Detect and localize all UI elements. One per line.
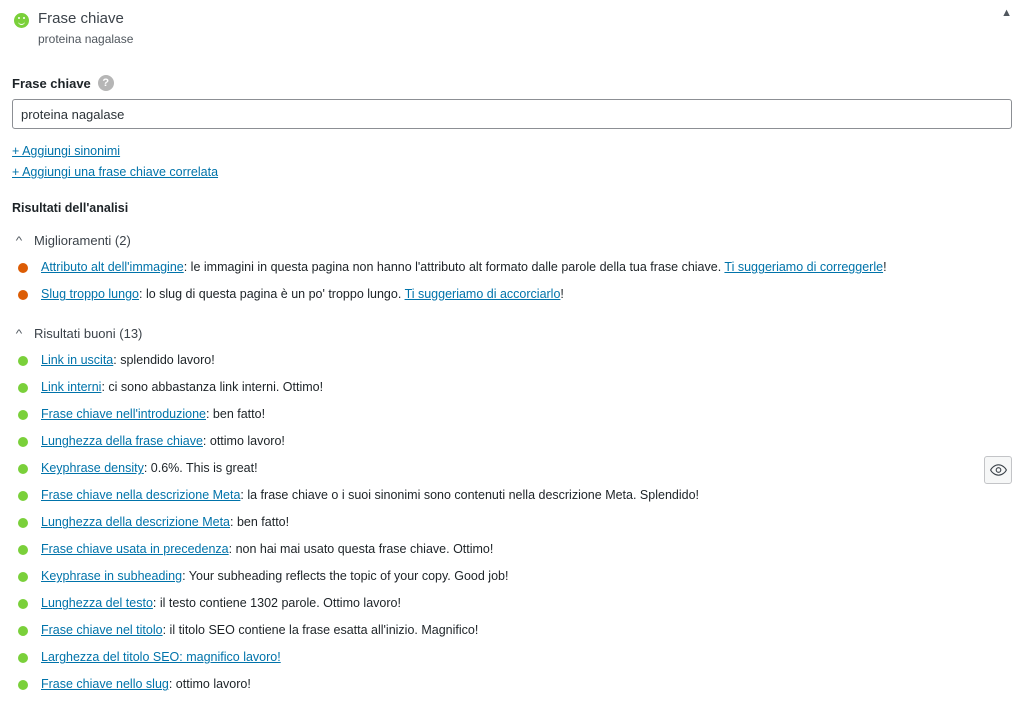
status-dot-green-icon — [18, 653, 28, 663]
result-tail: ! — [883, 260, 887, 275]
result-text — [41, 649, 281, 666]
result-body: : ottimo lavoro! — [168, 677, 251, 692]
result-link[interactable]: Frase chiave nello slug — [41, 677, 169, 692]
header-subtitle: proteina nagalase — [38, 32, 134, 46]
result-link[interactable]: Attributo alt dell'immagine — [41, 260, 184, 275]
result-body: : ben fatto! — [230, 515, 290, 530]
list-item — [12, 563, 1012, 590]
result-link[interactable]: Larghezza del titolo SEO: magnifico lavoro! — [41, 650, 281, 665]
improvements-list — [12, 254, 1012, 308]
status-dot-green-icon — [18, 437, 28, 447]
result-link[interactable]: Lunghezza della descrizione Meta — [41, 515, 231, 530]
result-link[interactable]: Link interni — [41, 380, 102, 395]
status-dot-green-icon — [18, 572, 28, 582]
status-dot-green-icon — [18, 680, 28, 690]
result-link[interactable]: Frase chiave nella descrizione Meta — [41, 488, 241, 503]
status-dot-orange-icon — [18, 263, 28, 273]
list-item — [12, 401, 1012, 428]
help-icon[interactable]: ? — [98, 75, 114, 91]
result-body: : le immagini in questa pagina non hanno l'attributo alt formato dalle parole della tua frase chiave. — [183, 260, 725, 275]
analysis-results-title: Risultati dell'analisi — [12, 201, 129, 216]
list-item — [12, 590, 1012, 617]
keyphrase-label-row — [12, 75, 1012, 91]
result-body: : 0.6%. This is great! — [143, 461, 258, 476]
result-link[interactable]: Lunghezza del testo — [41, 596, 153, 611]
result-body: : ben fatto! — [205, 407, 266, 422]
chevron-up-icon-improvements: ^ — [15, 234, 23, 247]
header-text — [38, 10, 133, 46]
result-link[interactable]: Frase chiave nel titolo — [41, 623, 163, 638]
result-link[interactable]: Frase chiave nell'introduzione — [41, 407, 206, 422]
group-label-improvements: Miglioramenti (2) — [34, 233, 131, 249]
status-dot-green-icon — [18, 356, 28, 366]
result-action-link[interactable]: Ti suggeriamo di accorciarlo — [404, 287, 561, 302]
result-text — [41, 379, 323, 396]
status-dot-green-icon — [18, 383, 28, 393]
result-body: : il titolo SEO contiene la frase esatta all'inizio. Magnifico! — [162, 623, 479, 638]
result-link[interactable]: Keyphrase in subheading — [41, 569, 183, 584]
group-label-good-results: Risultati buoni (13) — [34, 326, 143, 342]
list-item — [12, 428, 1012, 455]
result-text — [41, 568, 508, 585]
result-text — [41, 352, 215, 369]
result-link[interactable]: Link in uscita — [41, 353, 114, 368]
result-link[interactable]: Lunghezza della frase chiave — [41, 434, 203, 449]
result-action-link[interactable]: Ti suggeriamo di correggerle — [724, 260, 884, 275]
list-item — [12, 455, 1012, 482]
status-dot-green-icon — [18, 599, 28, 609]
result-text — [41, 514, 289, 531]
result-text — [41, 259, 887, 276]
add-synonyms-row — [12, 142, 1012, 160]
good-results-list — [12, 347, 1012, 698]
status-dot-green-icon — [18, 518, 28, 528]
result-text — [41, 541, 493, 558]
list-item — [12, 374, 1012, 401]
list-item — [12, 536, 1012, 563]
keyphrase-input[interactable] — [12, 99, 1012, 129]
result-text — [41, 286, 564, 303]
status-dot-green-icon — [18, 464, 28, 474]
result-text — [41, 460, 258, 477]
status-dot-green-icon — [18, 545, 28, 555]
status-dot-green-icon — [18, 491, 28, 501]
chevron-up-icon[interactable]: ▲ — [1001, 7, 1012, 19]
group-header-good-results[interactable] — [12, 326, 1012, 341]
smiley-face-icon — [14, 13, 29, 28]
list-item — [12, 347, 1012, 374]
list-item — [12, 617, 1012, 644]
result-text — [41, 622, 478, 639]
preview-toggle-button[interactable] — [984, 456, 1012, 484]
result-body: : Your subheading reflects the topic of your copy. Good job! — [182, 569, 509, 584]
group-header-improvements[interactable] — [12, 233, 1012, 248]
list-item — [12, 281, 1012, 308]
result-text — [41, 676, 251, 693]
result-text — [41, 595, 401, 612]
result-body: : non hai mai usato questa frase chiave. Ottimo! — [228, 542, 494, 557]
result-text — [41, 487, 699, 504]
result-link[interactable]: Slug troppo lungo — [41, 287, 139, 302]
panel-header — [12, 7, 1012, 50]
result-body: : splendido lavoro! — [113, 353, 215, 368]
result-body: : ci sono abbastanza link interni. Ottimo! — [101, 380, 324, 395]
result-link[interactable]: Frase chiave usata in precedenza — [41, 542, 229, 557]
result-body: : il testo contiene 1302 parole. Ottimo lavoro! — [152, 596, 401, 611]
list-item — [12, 509, 1012, 536]
list-item — [12, 671, 1012, 698]
list-item — [12, 254, 1012, 281]
result-text — [41, 406, 265, 423]
result-body: : lo slug di questa pagina è un po' troppo lungo. — [139, 287, 405, 302]
page-title: Frase chiave — [38, 10, 124, 27]
chevron-up-icon-good-results: ^ — [15, 327, 23, 340]
result-text — [41, 433, 285, 450]
status-dot-green-icon — [18, 410, 28, 420]
add-synonyms-link[interactable]: + Aggiungi sinonimi — [12, 144, 121, 159]
result-tail: ! — [560, 287, 564, 302]
result-link[interactable]: Keyphrase density — [41, 461, 144, 476]
result-body: : la frase chiave o i suoi sinonimi sono contenuti nella descrizione Meta. Splendido! — [240, 488, 699, 503]
status-dot-green-icon — [18, 626, 28, 636]
eye-icon — [990, 464, 1007, 476]
result-body: : ottimo lavoro! — [202, 434, 285, 449]
keyphrase-label: Frase chiave — [12, 75, 91, 91]
add-related-keyphrase-row — [12, 163, 1012, 181]
list-item — [12, 644, 1012, 671]
add-related-keyphrase-link[interactable]: + Aggiungi una frase chiave correlata — [12, 165, 219, 180]
list-item — [12, 482, 1012, 509]
status-dot-orange-icon — [18, 290, 28, 300]
